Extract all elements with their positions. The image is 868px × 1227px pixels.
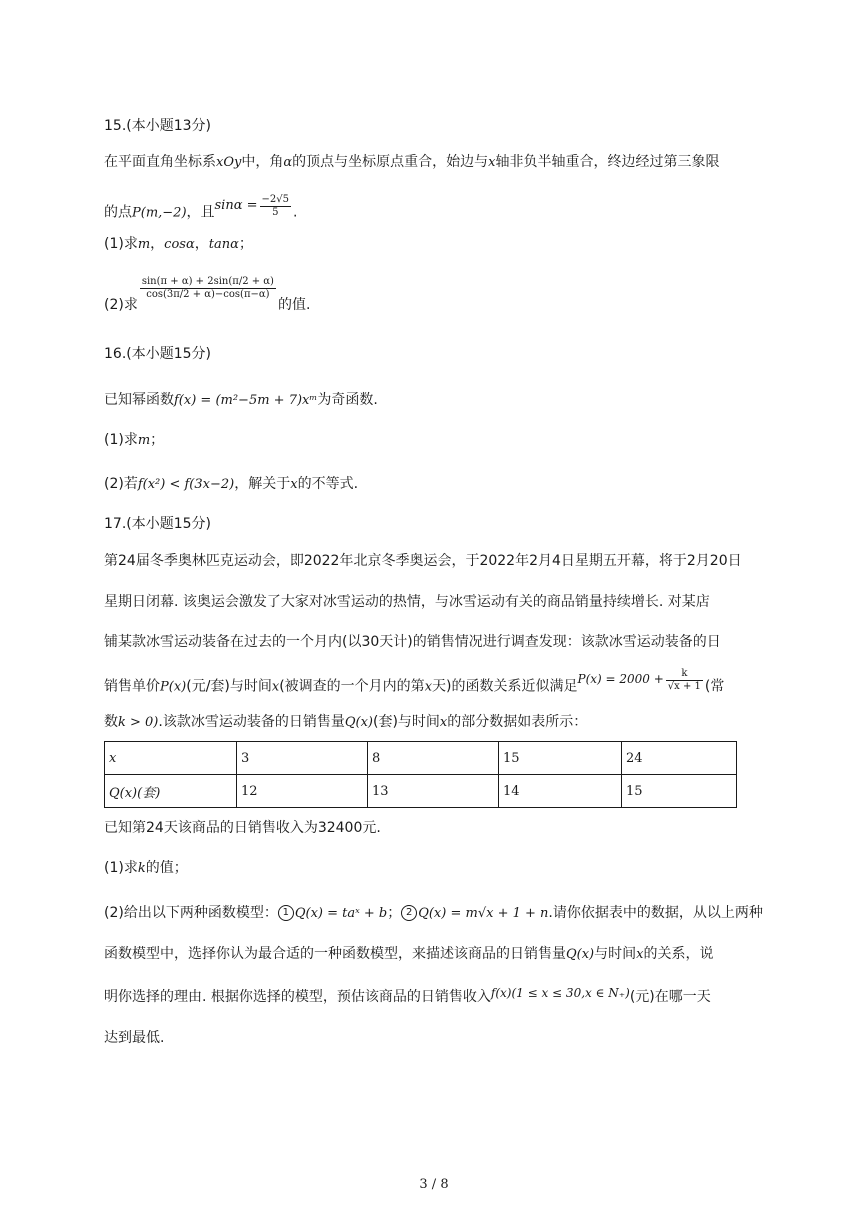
table-cell: Q(x)(套) — [105, 775, 237, 808]
q17-k: k — [137, 861, 146, 876]
table-cell: 13 — [368, 775, 499, 808]
q15-stem-text: . — [293, 204, 298, 221]
table-row — [105, 742, 737, 775]
q15-part2 — [104, 278, 310, 322]
q17-line4 — [104, 668, 725, 699]
q17-part2-line2 — [104, 944, 713, 965]
q17-text: 数 — [104, 714, 118, 730]
q17-text: (被调查的一个月内的第 — [279, 678, 425, 695]
table-cell: 15 — [622, 775, 737, 808]
q15-end: ； — [238, 236, 253, 252]
q16-stem — [104, 390, 378, 411]
q17-text: (常 — [704, 678, 725, 695]
q15-point: P(m,−2) — [132, 205, 187, 221]
q16-part2-text: ，解关于 — [234, 476, 291, 492]
q15-stem-text: 的点 — [104, 204, 132, 221]
circled-number-2: 2 — [401, 905, 417, 921]
q16-header-text: 16.(本小题15分) — [104, 346, 212, 362]
q15-part1-text: (1)求 — [104, 236, 138, 252]
q15-stem-line2 — [104, 194, 298, 225]
q15-stem-text: 的顶点与坐标原点重合，始边与 — [292, 154, 489, 170]
q16-x: x — [290, 477, 298, 492]
q15-sep: ， — [194, 236, 209, 252]
q17-text: 的值； — [145, 860, 188, 876]
q15-sin-den: 5 — [272, 207, 279, 218]
q15-sin-num: −2√5 — [261, 194, 290, 205]
q16-part2-text: (2)若 — [104, 476, 138, 492]
q17-header-text: 17.(本小题15分) — [104, 516, 212, 532]
q17-header — [104, 514, 211, 534]
q17-px: P(x) — [160, 679, 187, 695]
table-row — [105, 775, 737, 808]
q17-x: x — [439, 715, 448, 730]
table-cell: 8 — [368, 742, 499, 775]
q17-text: (元)在哪一天 — [629, 989, 711, 1005]
q17-text: 星期日闭幕. 该奥运会激发了大家对冰雪运动的热情，与冰雪运动有关的商品销量持续增长. 对某店 — [104, 594, 710, 610]
q15-alpha: α — [283, 155, 293, 170]
q17-known — [104, 818, 381, 838]
page-number: 3 / 8 — [419, 1177, 449, 1192]
q17-text: 销售单价 — [104, 678, 160, 695]
q17-price-formula: P(x) = 2000 + — [577, 671, 664, 686]
q17-text: (套)与时间 — [372, 714, 440, 730]
q17-x: x — [424, 679, 433, 695]
table-cell: 14 — [499, 775, 622, 808]
q17-qx: Q(x) — [344, 715, 373, 730]
q17-line2 — [104, 592, 710, 612]
q17-part1 — [104, 858, 188, 879]
q16-part1 — [104, 430, 164, 451]
q17-price-den: √x + 1 — [667, 681, 701, 692]
q17-x: x — [636, 947, 644, 962]
q17-model2: Q(x) = m√x + 1 + n — [418, 906, 549, 921]
q17-text: 第24届冬季奥林匹克运动会，即2022年北京冬季奥运会，于2022年2月4日星期五开幕，将于2月20日 — [104, 553, 742, 569]
q17-revenue-func: f(x)(1 ≤ x ≤ 30,x ∈ N₊) — [490, 986, 630, 1000]
q17-text: (元/套)与时间 — [186, 678, 272, 695]
q15-stem-text: 中，角 — [241, 154, 284, 170]
q16-header — [104, 344, 211, 364]
q17-text: 达到最低. — [104, 1030, 165, 1046]
q15-header — [104, 116, 211, 136]
circled-number-1: 1 — [278, 905, 294, 921]
q16-end: ； — [150, 432, 165, 448]
q16-part2-text: 的不等式. — [297, 476, 359, 492]
q17-text: ； — [387, 905, 402, 921]
table-cell: x — [105, 742, 237, 775]
q17-part2-line4 — [104, 1028, 164, 1048]
q17-data-table — [104, 741, 737, 808]
q17-model1: Q(x) = taˣ + b — [294, 906, 388, 921]
q15-stem-text: 在平面直角坐标系 — [104, 154, 216, 170]
q16-m: m — [137, 433, 151, 448]
q17-text: 的部分数据如表所示： — [447, 714, 588, 730]
q17-text: 铺某款冰雪运动装备在过去的一个月内(以30天计)的销售情况进行调查发现：该款冰雪运动装备的日 — [104, 634, 721, 650]
q16-inequality: f(x²) < f(3x−2) — [137, 477, 235, 492]
q17-line1 — [104, 551, 742, 571]
q15-stem-text: ，且 — [186, 204, 215, 221]
q17-text: 的关系，说 — [643, 946, 714, 962]
table-cell: 15 — [499, 742, 622, 775]
q17-text: 与时间 — [594, 946, 637, 962]
q17-part2-line3 — [104, 987, 711, 1007]
q16-stem-text: 已知幂函数 — [104, 392, 174, 408]
q15-expr-fraction — [140, 276, 276, 301]
q15-m: m — [137, 237, 151, 252]
q15-xoy: xOy — [216, 155, 242, 170]
q15-sin-fraction — [260, 194, 291, 219]
q16-part1-text: (1)求 — [104, 432, 138, 448]
q17-text: 明你选择的理由. 根据你选择的模型，预估该商品的日销售收入 — [104, 989, 491, 1005]
q17-line3 — [104, 632, 721, 652]
q15-part2-text: 的值. — [277, 296, 311, 313]
q17-text: (1)求 — [104, 860, 138, 876]
q15-header-text: 15.(本小题13分) — [104, 118, 212, 134]
q17-text: .该款冰雪运动装备的日销售量 — [158, 714, 345, 730]
q17-text: 函数模型中，选择你认为最合适的一种函数模型，来描述该商品的日销售量 — [104, 946, 566, 962]
q17-x: x — [271, 679, 280, 695]
q17-line5 — [104, 712, 587, 733]
q15-expr-den: cos(3π/2 + α)−cos(π−α) — [146, 289, 270, 300]
q17-price-num: k — [666, 668, 703, 681]
q17-part2-line1 — [104, 903, 763, 924]
q15-part1 — [104, 234, 253, 255]
q17-k: k > 0) — [118, 715, 159, 730]
q15-stem-text: 轴非负半轴重合，终边经过第三象限 — [495, 154, 720, 170]
q16-func: f(x) = (m²−5m + 7)xᵐ — [174, 393, 318, 408]
table-cell: 12 — [237, 775, 368, 808]
q17-text: (2)给出以下两种函数模型： — [104, 905, 278, 921]
q17-text: 天)的函数关系近似满足 — [432, 678, 578, 695]
q15-expr-num: sin(π + α) + 2sin(π/2 + α) — [141, 276, 274, 287]
q17-text: 已知第24天该商品的日销售收入为32400元. — [104, 820, 381, 836]
q15-tan: tanα — [208, 237, 239, 252]
table-cell: 3 — [237, 742, 368, 775]
table-cell: 24 — [622, 742, 737, 775]
q15-sep: ， — [150, 236, 165, 252]
q16-part2 — [104, 474, 358, 495]
q16-stem-text: 为奇函数. — [317, 392, 378, 408]
q17-price-fraction — [666, 668, 703, 693]
q15-part2-text: (2)求 — [104, 296, 138, 313]
q15-stem-line1 — [104, 152, 719, 173]
q17-text: .请你依据表中的数据，从以上两种 — [548, 905, 763, 921]
q15-x: x — [488, 155, 496, 170]
q15-cos: cosα — [164, 237, 195, 252]
q15-sin-lhs: sinα = — [214, 197, 258, 213]
q17-qx: Q(x) — [566, 947, 595, 962]
